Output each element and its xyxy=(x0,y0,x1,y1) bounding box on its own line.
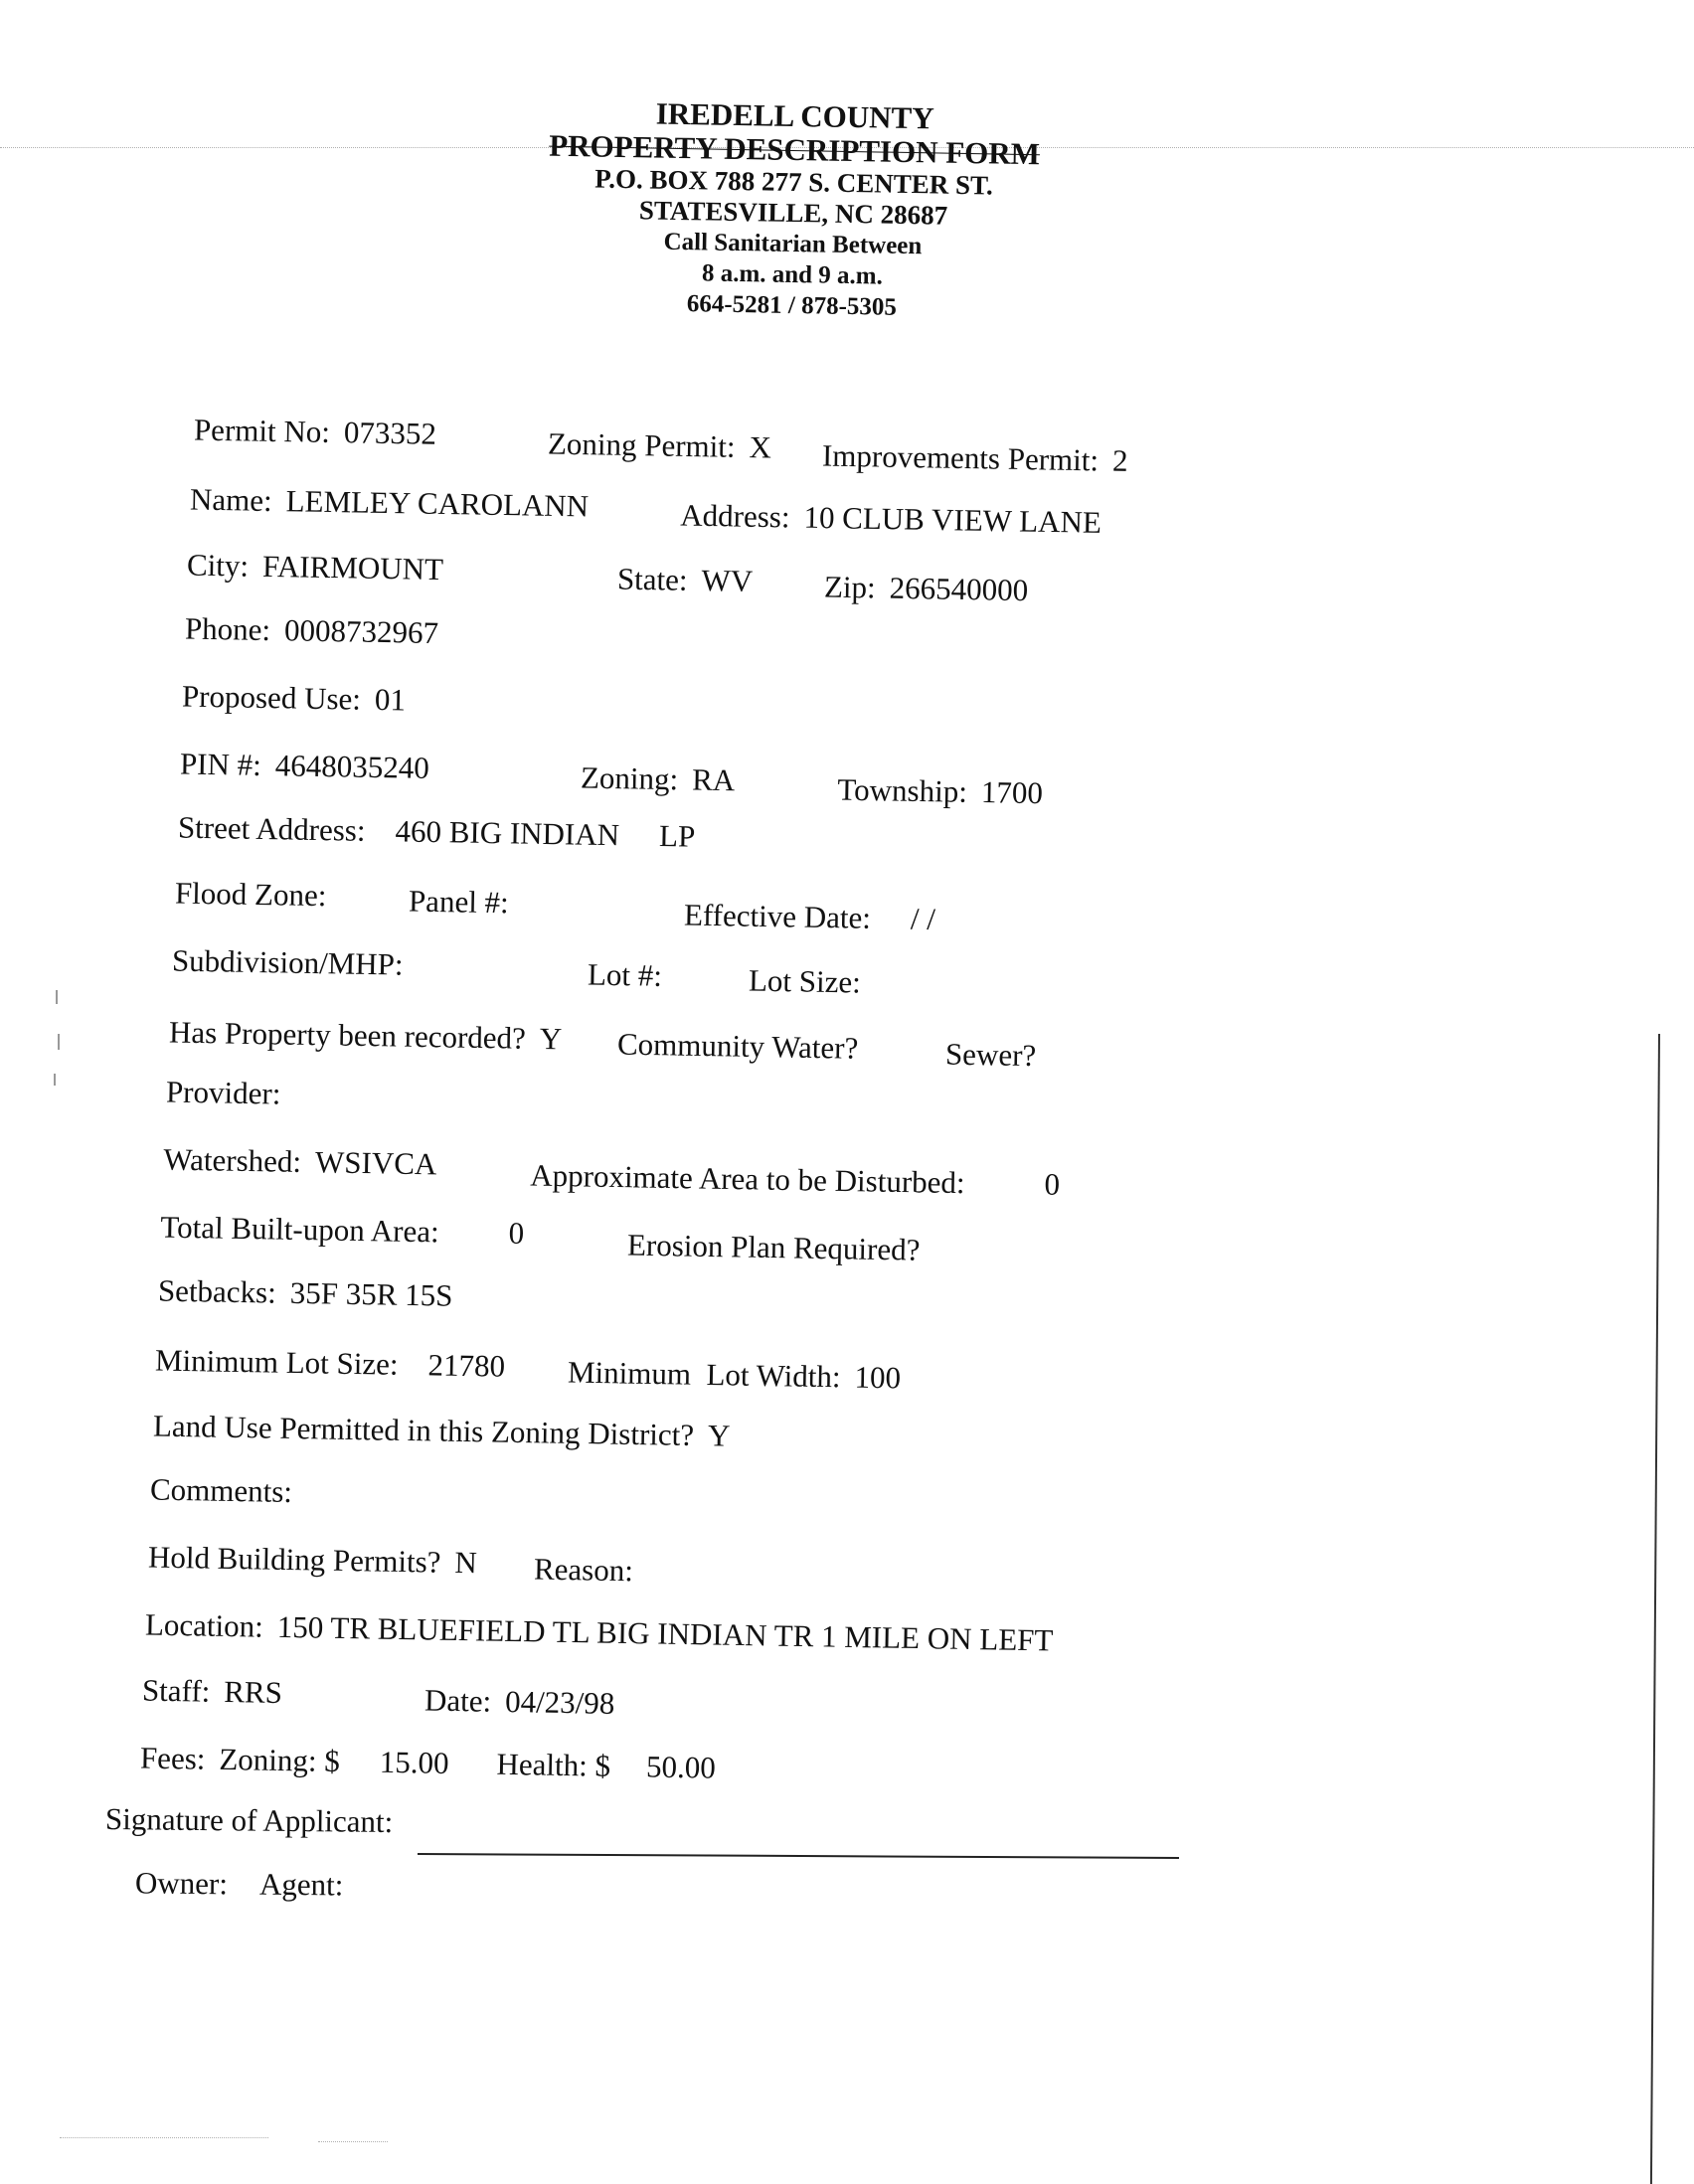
lot-no-label: Lot #: xyxy=(587,956,663,993)
owner-label: Owner: xyxy=(134,1865,229,1902)
subdivision-label: Subdivision/MHP: xyxy=(171,942,404,982)
comments-label: Comments: xyxy=(149,1471,293,1510)
zoning-value: RA xyxy=(691,761,736,798)
scan-speck xyxy=(56,990,58,1004)
phone-value: 0008732967 xyxy=(283,612,439,650)
proposed-use-label: Proposed Use: xyxy=(181,678,362,717)
township-label: Township: xyxy=(837,771,968,809)
state-value: WV xyxy=(701,563,754,598)
fee-zoning-value: 15.00 xyxy=(379,1744,449,1780)
city-line: STATESVILLE, NC 28687 xyxy=(638,195,948,231)
improvements-permit-value: 2 xyxy=(1111,442,1128,478)
zip-value: 266540000 xyxy=(889,570,1029,608)
fee-health-label: Health: $ xyxy=(496,1746,611,1783)
land-use-value: Y xyxy=(707,1418,731,1453)
erosion-plan-field xyxy=(595,1191,921,1304)
min-lot-width-value: 100 xyxy=(854,1359,902,1396)
min-lot-size-value: 21780 xyxy=(427,1347,506,1384)
signature-label: Signature of Applicant: xyxy=(104,1801,394,1840)
proposed-use-value: 01 xyxy=(374,681,407,718)
watershed-label: Watershed: xyxy=(163,1141,302,1179)
address-label: Address: xyxy=(679,497,790,535)
city-value: FAIRMOUNT xyxy=(261,548,444,588)
call-hours: 8 a.m. and 9 a.m. xyxy=(701,259,884,290)
pin-value: 4648035240 xyxy=(274,748,430,785)
street-address-value: 460 BIG INDIAN xyxy=(395,813,620,853)
zip-field xyxy=(792,533,1029,644)
pin-label: PIN #: xyxy=(179,746,262,782)
phone-numbers: 664-5281 / 878-5305 xyxy=(686,290,898,321)
state-label: State: xyxy=(616,561,688,597)
call-instructions: Call Sanitarian Between xyxy=(663,228,923,260)
area-disturbed-label: Approximate Area to be Disturbed: xyxy=(529,1157,965,1201)
reason-label: Reason: xyxy=(533,1551,634,1589)
county-title: IREDELL COUNTY xyxy=(655,95,934,136)
signature-line xyxy=(418,1853,1179,1859)
scan-edge-line xyxy=(1650,1034,1660,2184)
permit-no-label: Permit No: xyxy=(193,412,331,449)
hold-permits-value: N xyxy=(454,1544,478,1581)
name-value: LEMLEY CAROLANN xyxy=(285,483,590,524)
effective-date-label: Effective Date: xyxy=(683,897,872,935)
date-value: 04/23/98 xyxy=(504,1683,615,1721)
recorded-label: Has Property been recorded? xyxy=(168,1014,527,1056)
scan-speck xyxy=(54,1074,56,1086)
state-field xyxy=(586,525,754,635)
zoning-label: Zoning: xyxy=(580,759,679,797)
mailing-address: P.O. BOX 788 277 S. CENTER ST. xyxy=(594,163,994,201)
hold-permits-label: Hold Building Permits? xyxy=(147,1539,441,1580)
effective-date-value: / / xyxy=(910,901,936,936)
form-title: PROPERTY DESCRIPTION FORM xyxy=(548,127,1041,172)
scan-speck xyxy=(58,1034,60,1050)
street-address-label: Street Address: xyxy=(177,809,366,848)
setbacks-label: Setbacks: xyxy=(157,1272,277,1310)
owner-agent-line xyxy=(103,1835,343,1933)
date-label: Date: xyxy=(424,1682,492,1719)
built-upon-label: Total Built-upon Area: xyxy=(160,1209,439,1250)
community-water-label: Community Water? xyxy=(616,1026,859,1066)
area-disturbed-value: 0 xyxy=(1044,1166,1061,1202)
zoning-permit-value: X xyxy=(749,429,772,465)
recorded-value: Y xyxy=(539,1021,563,1057)
township-value: 1700 xyxy=(980,774,1044,811)
improvements-permit-label: Improvements Permit: xyxy=(821,437,1100,478)
scan-dotted-line xyxy=(318,2141,388,2142)
agent-label: Agent: xyxy=(258,1866,344,1903)
panel-label: Panel #: xyxy=(408,883,510,921)
lot-size-label: Lot Size: xyxy=(748,962,862,1000)
staff-label: Staff: xyxy=(141,1672,211,1709)
zoning-permit-label: Zoning Permit: xyxy=(547,425,736,464)
fee-zoning-label: Zoning: $ xyxy=(219,1741,341,1779)
location-value: 150 TR BLUEFIELD TL BIG INDIAN TR 1 MILE ON LEFT xyxy=(276,1608,1054,1658)
fee-health-value: 50.00 xyxy=(645,1749,717,1785)
fees-label: Fees: xyxy=(139,1740,206,1776)
zip-label: Zip: xyxy=(823,569,876,605)
community-water-field xyxy=(586,990,859,1102)
watershed-value: WSIVCA xyxy=(314,1144,437,1182)
min-lot-size-label: Minimum Lot Size: xyxy=(154,1342,399,1382)
permit-no-value: 073352 xyxy=(343,415,437,451)
provider-label: Provider: xyxy=(165,1074,281,1111)
phone-label: Phone: xyxy=(184,610,271,648)
land-use-label: Land Use Permitted in this Zoning District? xyxy=(152,1408,695,1453)
city-label: City: xyxy=(186,547,250,584)
form-header xyxy=(513,94,1074,326)
min-lot-width-label: Minimum Lot Width: xyxy=(567,1354,841,1395)
township-field xyxy=(806,736,1044,847)
flood-zone-label: Flood Zone: xyxy=(174,875,327,914)
location-label: Location: xyxy=(144,1606,264,1644)
street-suffix-value: LP xyxy=(658,817,696,854)
sewer-field xyxy=(914,1000,1037,1109)
scan-dotted-line xyxy=(60,2137,268,2138)
erosion-plan-label: Erosion Plan Required? xyxy=(626,1227,921,1267)
name-label: Name: xyxy=(189,481,272,518)
built-upon-value: 0 xyxy=(508,1215,525,1251)
address-value: 10 CLUB VIEW LANE xyxy=(803,499,1102,540)
setbacks-value: 35F 35R 15S xyxy=(289,1274,453,1313)
sewer-label: Sewer? xyxy=(944,1036,1037,1074)
staff-value: RRS xyxy=(223,1673,283,1710)
